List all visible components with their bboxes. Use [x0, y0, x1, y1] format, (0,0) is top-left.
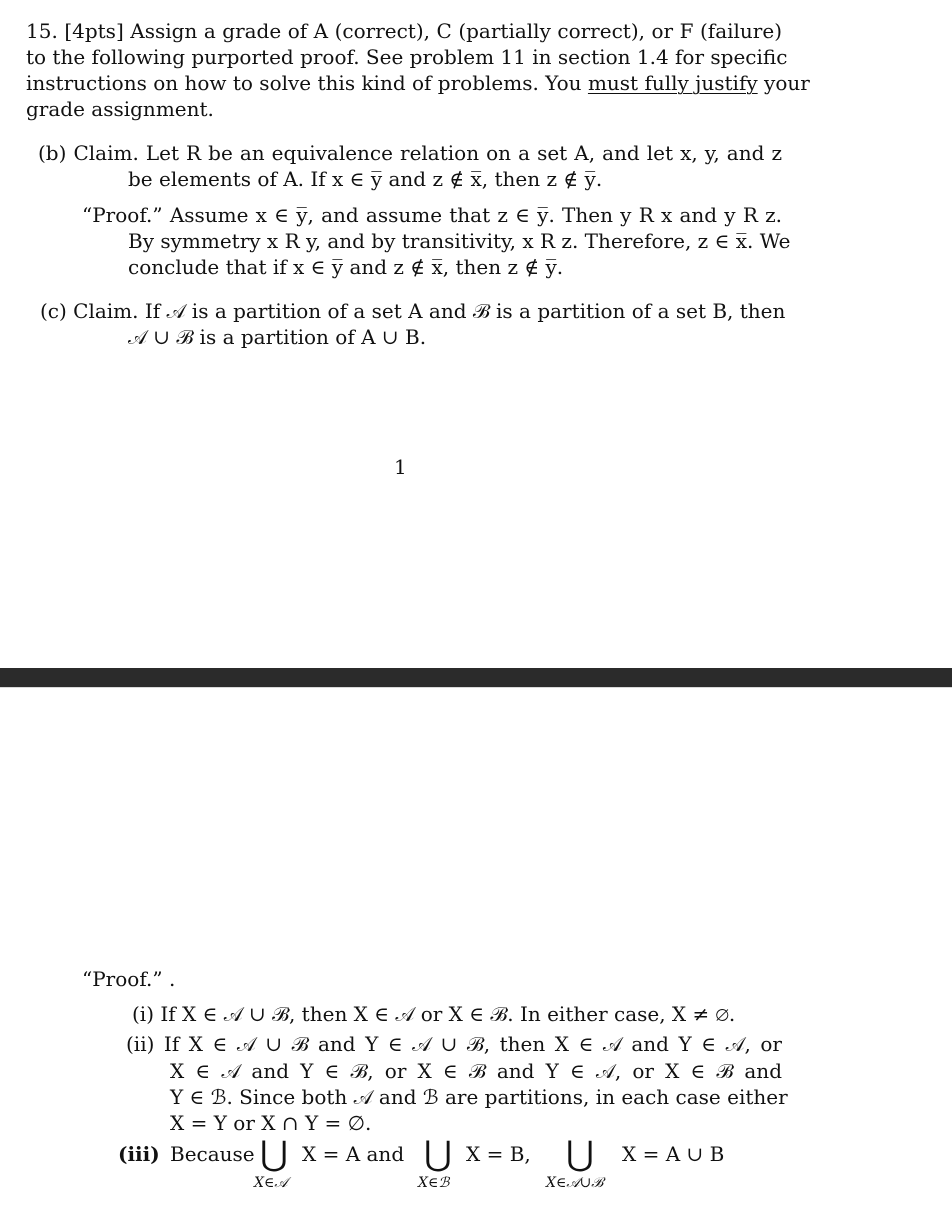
union-1-equation: X = A and [302, 1142, 405, 1166]
union-2-subscript: X∈ℬ [418, 1175, 450, 1191]
big-union-1: ⋃ [260, 1134, 288, 1174]
proof-item-i: (i) If X ∈ 𝒜 ∪ ℬ, then X ∈ 𝒜 or X ∈ ℬ. In either case, X ≠ ∅. [132, 1002, 736, 1026]
union-3-subscript: X∈𝒜∪ℬ [546, 1175, 604, 1191]
big-union-3: ⋃ [566, 1134, 594, 1174]
part-c-claim-line-1: (c) Claim. If 𝒜 is a partition of a set A and ℬ is a partition of a set B, then [40, 299, 786, 323]
part-b-claim-line-1: (b) Claim. Let R be an equivalence relation on a set A, and let x, y, and z [38, 141, 782, 165]
big-union-2: ⋃ [424, 1134, 452, 1174]
problem-line-3 [26, 70, 810, 96]
proof-item-ii-line-2: X ∈ 𝒜 and Y ∈ ℬ, or X ∈ ℬ and Y ∈ 𝒜, or X ∈ ℬ and [170, 1059, 782, 1083]
page-separator-bar [0, 668, 952, 688]
proof-item-ii-line-4: X = Y or X ∩ Y = ∅. [170, 1111, 372, 1135]
proof-item-ii-line-1: (ii) If X ∈ 𝒜 ∪ ℬ and Y ∈ 𝒜 ∪ ℬ, then X ∈ 𝒜 and Y ∈ 𝒜, or [126, 1032, 782, 1056]
part-b-claim-line-2: be elements of A. If x ∈ y̅ and z ∉ x̅, then z ∉ y̅. [128, 167, 603, 191]
part-b-proof-line-1: “Proof.” Assume x ∈ y̅, and assume that z ∈ y̅. Then y R x and y R z. [82, 203, 782, 227]
problem-line-1: 15. [4pts] Assign a grade of A (correct), C (partially correct), or F (failure) [26, 19, 782, 43]
problem-line-3-end: your [757, 71, 810, 95]
union-1-subscript: X∈𝒜 [254, 1175, 288, 1191]
part-b-proof-line-3: conclude that if x ∈ y̅ and z ∉ x̅, then z ∉ y̅. [128, 255, 564, 279]
page-number: 1 [394, 455, 407, 479]
proof-heading: “Proof.” . [82, 967, 176, 991]
proof-item-iii-because: Because [170, 1142, 255, 1166]
problem-line-4: grade assignment. [26, 97, 214, 121]
part-b-proof-line-2: By symmetry x R y, and by transitivity, x R z. Therefore, z ∈ x̅. We [128, 229, 791, 253]
problem-line-3-start: instructions on how to solve this kind of problems. You [26, 71, 588, 95]
union-3-equation: X = A ∪ B [622, 1142, 725, 1166]
problem-line-2: to the following purported proof. See problem 11 in section 1.4 for specific [26, 45, 788, 69]
union-2-equation: X = B, [466, 1142, 531, 1166]
page-2 [0, 688, 952, 1224]
proof-item-ii-line-3: Y ∈ ℬ. Since both 𝒜 and ℬ are partitions, in each case either [170, 1085, 788, 1109]
part-c-claim-line-2: 𝒜 ∪ ℬ is a partition of A ∪ B. [128, 325, 427, 349]
proof-item-iii-label: (iii) [118, 1142, 160, 1166]
must-fully-justify-underlined: must fully justify [587, 71, 758, 95]
